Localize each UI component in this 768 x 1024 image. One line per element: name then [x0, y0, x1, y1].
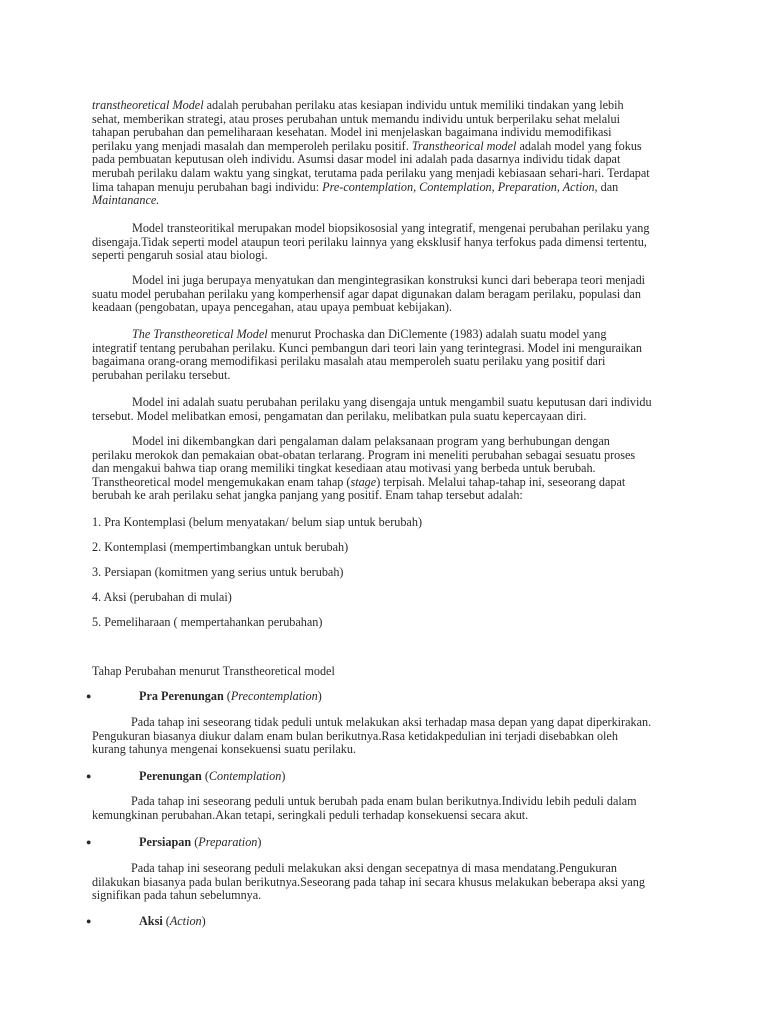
stage-heading: Pra Perenungan (Precontemplation): [139, 689, 322, 703]
paragraph-development: Model ini dikembangkan dari pengalaman dalam pelaksanaan program yang berhubungan dengan perilaku merokok dan pemakaian obat-obatan terlarang. Program ini meneliti perubahan sebagai sesuatu proses dan mengakui bahwa tiap orang memiliki tingkat kesediaan atau motivasi yang berbeda untuk berubah. Transtheoretical model mengemukakan enam tahap (stage) terpisah. Melalui tahap-tahap ini, seseorang dapat berubah ke arah perilaku sehat jangka panjang yang positif. Enam tahap tersebut adalah:: [92, 434, 636, 503]
bullet-icon: ●: [86, 771, 92, 781]
list-item: 2. Kontemplasi (mempertimbangkan untuk berubah): [92, 540, 349, 554]
paragraph-prochaska: The Transtheoretical Model menurut Prochaska dan DiClemente (1983) adalah suatu model yang integratif tentang perubahan perilaku. Kunci pembangun dari teori lain yang terintegrasi. Model ini menguraikan bagaimana orang-orang memodifikasi perilaku masalah atau memperoleh suatu perilaku yang positif dari perubahan perilaku tersebut.: [92, 327, 642, 382]
stage-list-inline: Pre-contemplation, Contemplation, Preparation, Action,: [322, 179, 598, 194]
section-title: Tahap Perubahan menurut Transtheoretical model: [92, 664, 335, 678]
stage-description: Pada tahap ini seseorang peduli melakukan aksi dengan secepatnya di masa mendatang.Pengukuran dilakukan biasanya pada bulan berikutnya.Seseorang pada tahap ini secara khusus melakukan beberapa aksi yang signifikan pada tahun sebelumnya.: [92, 861, 645, 903]
stage-heading: Aksi (Action): [139, 914, 206, 928]
term-transtheorical-model: Transtheorical model: [411, 138, 517, 153]
stage-heading: Persiapan (Preparation): [139, 835, 262, 849]
stage-description: Pada tahap ini seseorang tidak peduli untuk melakukan aksi terhadap masa depan yang dapat diperkirakan. Pengukuran biasanya diukur dalam enam bulan berikutnya.Rasa ketidakpedulian ini terjadi disebabkan oleh kurang tahunya mengenai konsekuensi suatu perilaku.: [92, 715, 652, 757]
term-the-transtheoretical-model: The Transtheoretical Model: [132, 327, 268, 341]
list-item: 5. Pemeliharaan ( mempertahankan perubahan): [92, 615, 323, 629]
intro-paragraph: transtheoretical Model adalah perubahan perilaku atas kesiapan individu untuk memiliki tindakan yang lebih sehat, memberikan strategi, atau proses perubahan untuk memandu individu untuk berperilaku sehat melalui tahapan perubahan dan pemeliharaan kesehatan. Model ini menjelaskan bagaimana individu memodifikasi perilaku yang menjadi masalah dan memperoleh perilaku positif. Transtheorical model adalah model yang fokus pada pembuatan keputusan oleh individu. Asumsi dasar model ini adalah pada dasarnya individu tidak dapat merubah perilaku dalam waktu yang singkat, terutama pada perilaku yang menjadi kebiasaan sehari-hari. Terdapat lima tahapan menuju perubahan bagi individu: Pre-contemplation, Contemplation, Preparation, Action, dan Maintanance.: [92, 98, 650, 208]
bullet-icon: ●: [86, 691, 92, 701]
stage-heading: Perenungan (Contemplation): [139, 769, 286, 783]
list-item: 4. Aksi (perubahan di mulai): [92, 590, 232, 604]
paragraph-biopsychosocial: Model transteoritikal merupakan model biopsikososial yang integratif, mengenai perubahan perilaku yang disengaja.Tidak seperti model ataupun teori perilaku lainnya yang eksklusif hanya terfokus pada dimensi tertentu, seperti pengaruh sosial atau biologi.: [92, 221, 650, 263]
paragraph-integration: Model ini juga berupaya menyatukan dan mengintegrasikan konstruksi kunci dari beberapa teori menjadi suatu model perubahan perilaku yang komperhensif agar dapat digunakan dalam beragam perilaku, populasi dan keadaan (pengobatan, upaya pencegahan, atau upaya pembuat kebijakan).: [92, 273, 646, 315]
list-item: 1. Pra Kontemplasi (belum menyatakan/ belum siap untuk berubah): [92, 515, 422, 529]
list-item: 3. Persiapan (komitmen yang serius untuk berubah): [92, 565, 344, 579]
bullet-icon: ●: [86, 837, 92, 847]
paragraph-decision: Model ini adalah suatu perubahan perilaku yang disengaja untuk mengambil suatu keputusan dari individu tersebut. Model melibatkan emosi, pengamatan dan perilaku, melibatkan pula suatu kepercayaan diri.: [92, 395, 652, 423]
term-transtheoretical-model: transtheoretical Model: [92, 98, 204, 112]
stage-description: Pada tahap ini seseorang peduli untuk berubah pada enam bulan berikutnya.Individu lebih peduli dalam kemungkinan perubahan.Akan tetapi, seringkali peduli terhadap konsekuensi secara akut.: [92, 794, 637, 822]
bullet-icon: ●: [86, 916, 92, 926]
